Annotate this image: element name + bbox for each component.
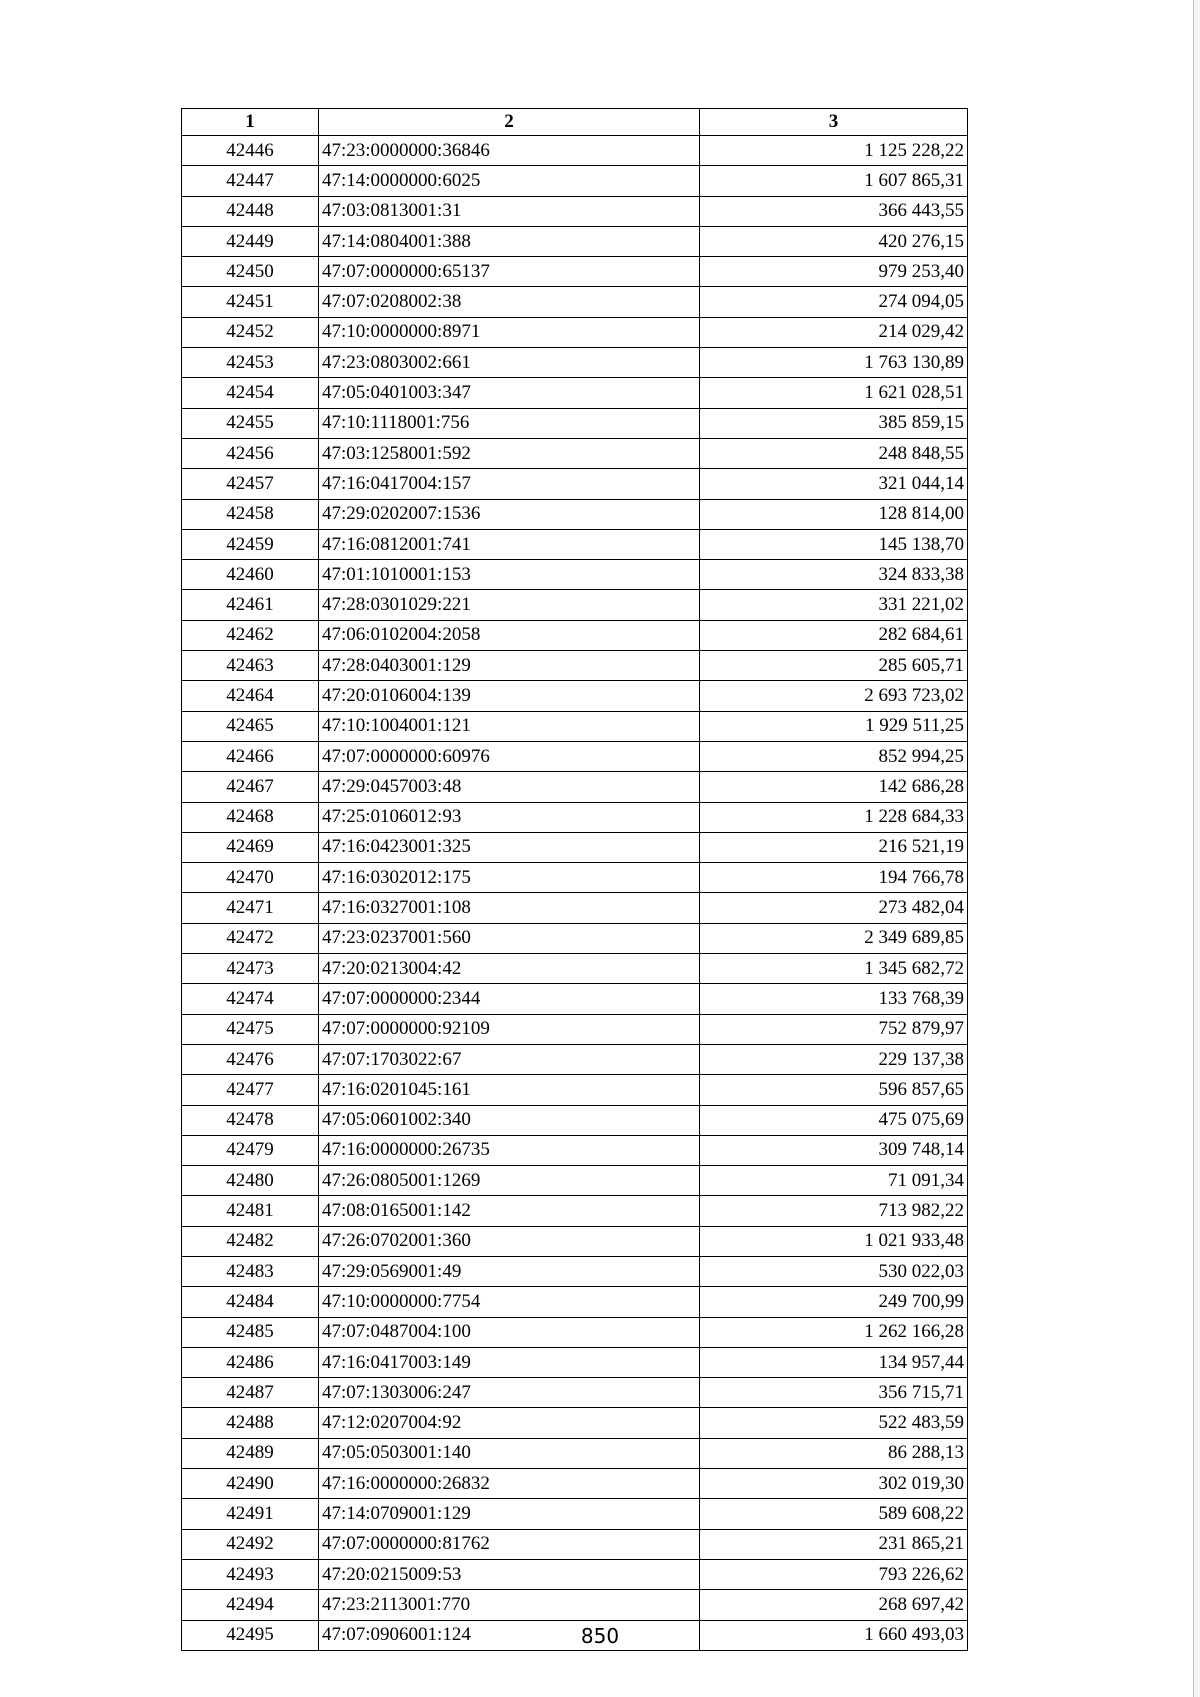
cadastral-number-cell: 47:20:0106004:139 [319, 681, 700, 711]
cadastral-number-cell: 47:29:0457003:48 [319, 772, 700, 802]
cadastral-number-cell: 47:06:0102004:2058 [319, 620, 700, 650]
cadastral-number-cell: 47:01:1010001:153 [319, 560, 700, 590]
value-cell: 1 228 684,33 [700, 802, 968, 832]
cadastral-number-cell: 47:05:0503001:140 [319, 1438, 700, 1468]
value-cell: 385 859,15 [700, 408, 968, 438]
row-number-cell: 42495 [182, 1620, 319, 1650]
cadastral-number-cell: 47:16:0812001:741 [319, 529, 700, 559]
row-number-cell: 42449 [182, 226, 319, 256]
table-row [182, 1499, 968, 1529]
value-cell: 1 345 682,72 [700, 954, 968, 984]
row-number-cell: 42475 [182, 1014, 319, 1044]
cadastral-number-cell: 47:28:0403001:129 [319, 651, 700, 681]
value-cell: 2 349 689,85 [700, 923, 968, 953]
value-cell: 1 262 166,28 [700, 1317, 968, 1347]
table-row [182, 1408, 968, 1438]
value-cell: 268 697,42 [700, 1590, 968, 1620]
registry-table [181, 108, 968, 1651]
row-number-cell: 42485 [182, 1317, 319, 1347]
cadastral-number-cell: 47:29:0569001:49 [319, 1256, 700, 1286]
row-number-cell: 42467 [182, 772, 319, 802]
row-number-cell: 42459 [182, 529, 319, 559]
row-number-cell: 42468 [182, 802, 319, 832]
row-number-cell: 42456 [182, 438, 319, 468]
value-cell: 752 879,97 [700, 1014, 968, 1044]
value-cell: 356 715,71 [700, 1378, 968, 1408]
value-cell: 231 865,21 [700, 1529, 968, 1559]
cadastral-number-cell: 47:07:0000000:92109 [319, 1014, 700, 1044]
value-cell: 145 138,70 [700, 529, 968, 559]
cadastral-number-cell: 47:07:1703022:67 [319, 1044, 700, 1074]
value-cell: 248 848,55 [700, 438, 968, 468]
value-cell: 274 094,05 [700, 287, 968, 317]
value-cell: 2 693 723,02 [700, 681, 968, 711]
cadastral-number-cell: 47:10:1004001:121 [319, 711, 700, 741]
table-row [182, 1469, 968, 1499]
cadastral-number-cell: 47:07:0208002:38 [319, 287, 700, 317]
value-cell: 229 137,38 [700, 1044, 968, 1074]
table-row [182, 1135, 968, 1165]
table-row [182, 863, 968, 893]
cadastral-number-cell: 47:07:0000000:65137 [319, 257, 700, 287]
row-number-cell: 42452 [182, 317, 319, 347]
table-row [182, 1347, 968, 1377]
cadastral-number-cell: 47:16:0423001:325 [319, 832, 700, 862]
cadastral-number-cell: 47:26:0805001:1269 [319, 1166, 700, 1196]
table-row [182, 1075, 968, 1105]
row-number-cell: 42455 [182, 408, 319, 438]
cadastral-number-cell: 47:20:0213004:42 [319, 954, 700, 984]
row-number-cell: 42454 [182, 378, 319, 408]
value-cell: 852 994,25 [700, 741, 968, 771]
row-number-cell: 42478 [182, 1105, 319, 1135]
value-cell: 302 019,30 [700, 1469, 968, 1499]
value-cell: 133 768,39 [700, 984, 968, 1014]
column-header-1: 1 [182, 109, 319, 136]
table-row [182, 529, 968, 559]
table-row [182, 984, 968, 1014]
cadastral-number-cell: 47:16:0302012:175 [319, 863, 700, 893]
row-number-cell: 42465 [182, 711, 319, 741]
value-cell: 475 075,69 [700, 1105, 968, 1135]
value-cell: 1 607 865,31 [700, 166, 968, 196]
value-cell: 596 857,65 [700, 1075, 968, 1105]
cadastral-number-cell: 47:29:0202007:1536 [319, 499, 700, 529]
column-header-2: 2 [319, 109, 700, 136]
table-row [182, 408, 968, 438]
row-number-cell: 42473 [182, 954, 319, 984]
row-number-cell: 42460 [182, 560, 319, 590]
cadastral-number-cell: 47:07:0000000:60976 [319, 741, 700, 771]
cadastral-number-cell: 47:23:0237001:560 [319, 923, 700, 953]
value-cell: 1 125 228,22 [700, 136, 968, 166]
value-cell: 194 766,78 [700, 863, 968, 893]
row-number-cell: 42451 [182, 287, 319, 317]
row-number-cell: 42446 [182, 136, 319, 166]
table-row [182, 893, 968, 923]
table-row [182, 196, 968, 226]
cadastral-number-cell: 47:05:0401003:347 [319, 378, 700, 408]
table-row [182, 1256, 968, 1286]
table-body [182, 136, 968, 1651]
table-row [182, 651, 968, 681]
table-row [182, 136, 968, 166]
table-row [182, 681, 968, 711]
value-cell: 214 029,42 [700, 317, 968, 347]
cadastral-number-cell: 47:10:1118001:756 [319, 408, 700, 438]
table-row [182, 1559, 968, 1589]
cadastral-number-cell: 47:07:0000000:81762 [319, 1529, 700, 1559]
cadastral-number-cell: 47:07:0487004:100 [319, 1317, 700, 1347]
cadastral-number-cell: 47:16:0000000:26735 [319, 1135, 700, 1165]
value-cell: 134 957,44 [700, 1347, 968, 1377]
row-number-cell: 42494 [182, 1590, 319, 1620]
row-number-cell: 42453 [182, 348, 319, 378]
value-cell: 1 929 511,25 [700, 711, 968, 741]
row-number-cell: 42464 [182, 681, 319, 711]
row-number-cell: 42474 [182, 984, 319, 1014]
table-row [182, 802, 968, 832]
value-cell: 309 748,14 [700, 1135, 968, 1165]
value-cell: 713 982,22 [700, 1196, 968, 1226]
row-number-cell: 42492 [182, 1529, 319, 1559]
value-cell: 71 091,34 [700, 1166, 968, 1196]
cadastral-number-cell: 47:07:0906001:124 [319, 1620, 700, 1650]
table-row [182, 1196, 968, 1226]
value-cell: 86 288,13 [700, 1438, 968, 1468]
table-row [182, 166, 968, 196]
value-cell: 522 483,59 [700, 1408, 968, 1438]
table-row [182, 1044, 968, 1074]
row-number-cell: 42490 [182, 1469, 319, 1499]
cadastral-number-cell: 47:16:0417003:149 [319, 1347, 700, 1377]
value-cell: 979 253,40 [700, 257, 968, 287]
cadastral-number-cell: 47:03:1258001:592 [319, 438, 700, 468]
row-number-cell: 42461 [182, 590, 319, 620]
value-cell: 366 443,55 [700, 196, 968, 226]
cadastral-number-cell: 47:14:0804001:388 [319, 226, 700, 256]
table-row [182, 954, 968, 984]
table-row [182, 317, 968, 347]
table-row [182, 469, 968, 499]
row-number-cell: 42470 [182, 863, 319, 893]
value-cell: 273 482,04 [700, 893, 968, 923]
value-cell: 282 684,61 [700, 620, 968, 650]
cadastral-number-cell: 47:25:0106012:93 [319, 802, 700, 832]
row-number-cell: 42463 [182, 651, 319, 681]
table-row [182, 287, 968, 317]
value-cell: 1 621 028,51 [700, 378, 968, 408]
row-number-cell: 42479 [182, 1135, 319, 1165]
cadastral-number-cell: 47:08:0165001:142 [319, 1196, 700, 1226]
row-number-cell: 42493 [182, 1559, 319, 1589]
value-cell: 142 686,28 [700, 772, 968, 802]
table-row [182, 1590, 968, 1620]
row-number-cell: 42483 [182, 1256, 319, 1286]
cadastral-number-cell: 47:10:0000000:8971 [319, 317, 700, 347]
table-row [182, 560, 968, 590]
value-cell: 331 221,02 [700, 590, 968, 620]
table-row [182, 499, 968, 529]
row-number-cell: 42450 [182, 257, 319, 287]
cadastral-number-cell: 47:10:0000000:7754 [319, 1287, 700, 1317]
table-row [182, 1317, 968, 1347]
cadastral-number-cell: 47:28:0301029:221 [319, 590, 700, 620]
cadastral-number-cell: 47:12:0207004:92 [319, 1408, 700, 1438]
value-cell: 530 022,03 [700, 1256, 968, 1286]
table-row [182, 257, 968, 287]
value-cell: 793 226,62 [700, 1559, 968, 1589]
row-number-cell: 42489 [182, 1438, 319, 1468]
page-edge [1193, 0, 1200, 1697]
cadastral-number-cell: 47:14:0000000:6025 [319, 166, 700, 196]
cadastral-number-cell: 47:14:0709001:129 [319, 1499, 700, 1529]
cadastral-number-cell: 47:16:0201045:161 [319, 1075, 700, 1105]
table-row [182, 832, 968, 862]
row-number-cell: 42458 [182, 499, 319, 529]
table-row [182, 1378, 968, 1408]
value-cell: 285 605,71 [700, 651, 968, 681]
row-number-cell: 42487 [182, 1378, 319, 1408]
table-header [182, 109, 968, 136]
page-number: 850 [580, 1624, 620, 1648]
header-row [182, 109, 968, 136]
table-row [182, 1014, 968, 1044]
table-row [182, 1166, 968, 1196]
value-cell: 420 276,15 [700, 226, 968, 256]
row-number-cell: 42448 [182, 196, 319, 226]
column-header-3: 3 [700, 109, 968, 136]
cadastral-number-cell: 47:26:0702001:360 [319, 1226, 700, 1256]
row-number-cell: 42481 [182, 1196, 319, 1226]
row-number-cell: 42488 [182, 1408, 319, 1438]
table-row [182, 226, 968, 256]
table-row [182, 1287, 968, 1317]
cadastral-number-cell: 47:07:0000000:2344 [319, 984, 700, 1014]
table-row [182, 711, 968, 741]
table-row [182, 741, 968, 771]
value-cell: 1 660 493,03 [700, 1620, 968, 1650]
table-row [182, 1529, 968, 1559]
table-row [182, 378, 968, 408]
row-number-cell: 42471 [182, 893, 319, 923]
row-number-cell: 42484 [182, 1287, 319, 1317]
value-cell: 249 700,99 [700, 1287, 968, 1317]
cadastral-number-cell: 47:16:0000000:26832 [319, 1469, 700, 1499]
row-number-cell: 42466 [182, 741, 319, 771]
row-number-cell: 42486 [182, 1347, 319, 1377]
value-cell: 128 814,00 [700, 499, 968, 529]
row-number-cell: 42482 [182, 1226, 319, 1256]
row-number-cell: 42457 [182, 469, 319, 499]
row-number-cell: 42491 [182, 1499, 319, 1529]
value-cell: 589 608,22 [700, 1499, 968, 1529]
row-number-cell: 42469 [182, 832, 319, 862]
table-row [182, 348, 968, 378]
cadastral-number-cell: 47:16:0417004:157 [319, 469, 700, 499]
cadastral-number-cell: 47:07:1303006:247 [319, 1378, 700, 1408]
cadastral-number-cell: 47:16:0327001:108 [319, 893, 700, 923]
value-cell: 324 833,38 [700, 560, 968, 590]
row-number-cell: 42480 [182, 1166, 319, 1196]
cadastral-number-cell: 47:23:0000000:36846 [319, 136, 700, 166]
table-row [182, 772, 968, 802]
value-cell: 216 521,19 [700, 832, 968, 862]
table-row [182, 923, 968, 953]
cadastral-number-cell: 47:23:2113001:770 [319, 1590, 700, 1620]
row-number-cell: 42476 [182, 1044, 319, 1074]
row-number-cell: 42477 [182, 1075, 319, 1105]
table-row [182, 1105, 968, 1135]
table-row [182, 1226, 968, 1256]
table-row [182, 590, 968, 620]
value-cell: 321 044,14 [700, 469, 968, 499]
table-row [182, 1438, 968, 1468]
cadastral-number-cell: 47:05:0601002:340 [319, 1105, 700, 1135]
value-cell: 1 021 933,48 [700, 1226, 968, 1256]
row-number-cell: 42462 [182, 620, 319, 650]
table-row [182, 438, 968, 468]
table-row [182, 620, 968, 650]
row-number-cell: 42447 [182, 166, 319, 196]
value-cell: 1 763 130,89 [700, 348, 968, 378]
row-number-cell: 42472 [182, 923, 319, 953]
cadastral-number-cell: 47:20:0215009:53 [319, 1559, 700, 1589]
cadastral-number-cell: 47:23:0803002:661 [319, 348, 700, 378]
cadastral-number-cell: 47:03:0813001:31 [319, 196, 700, 226]
